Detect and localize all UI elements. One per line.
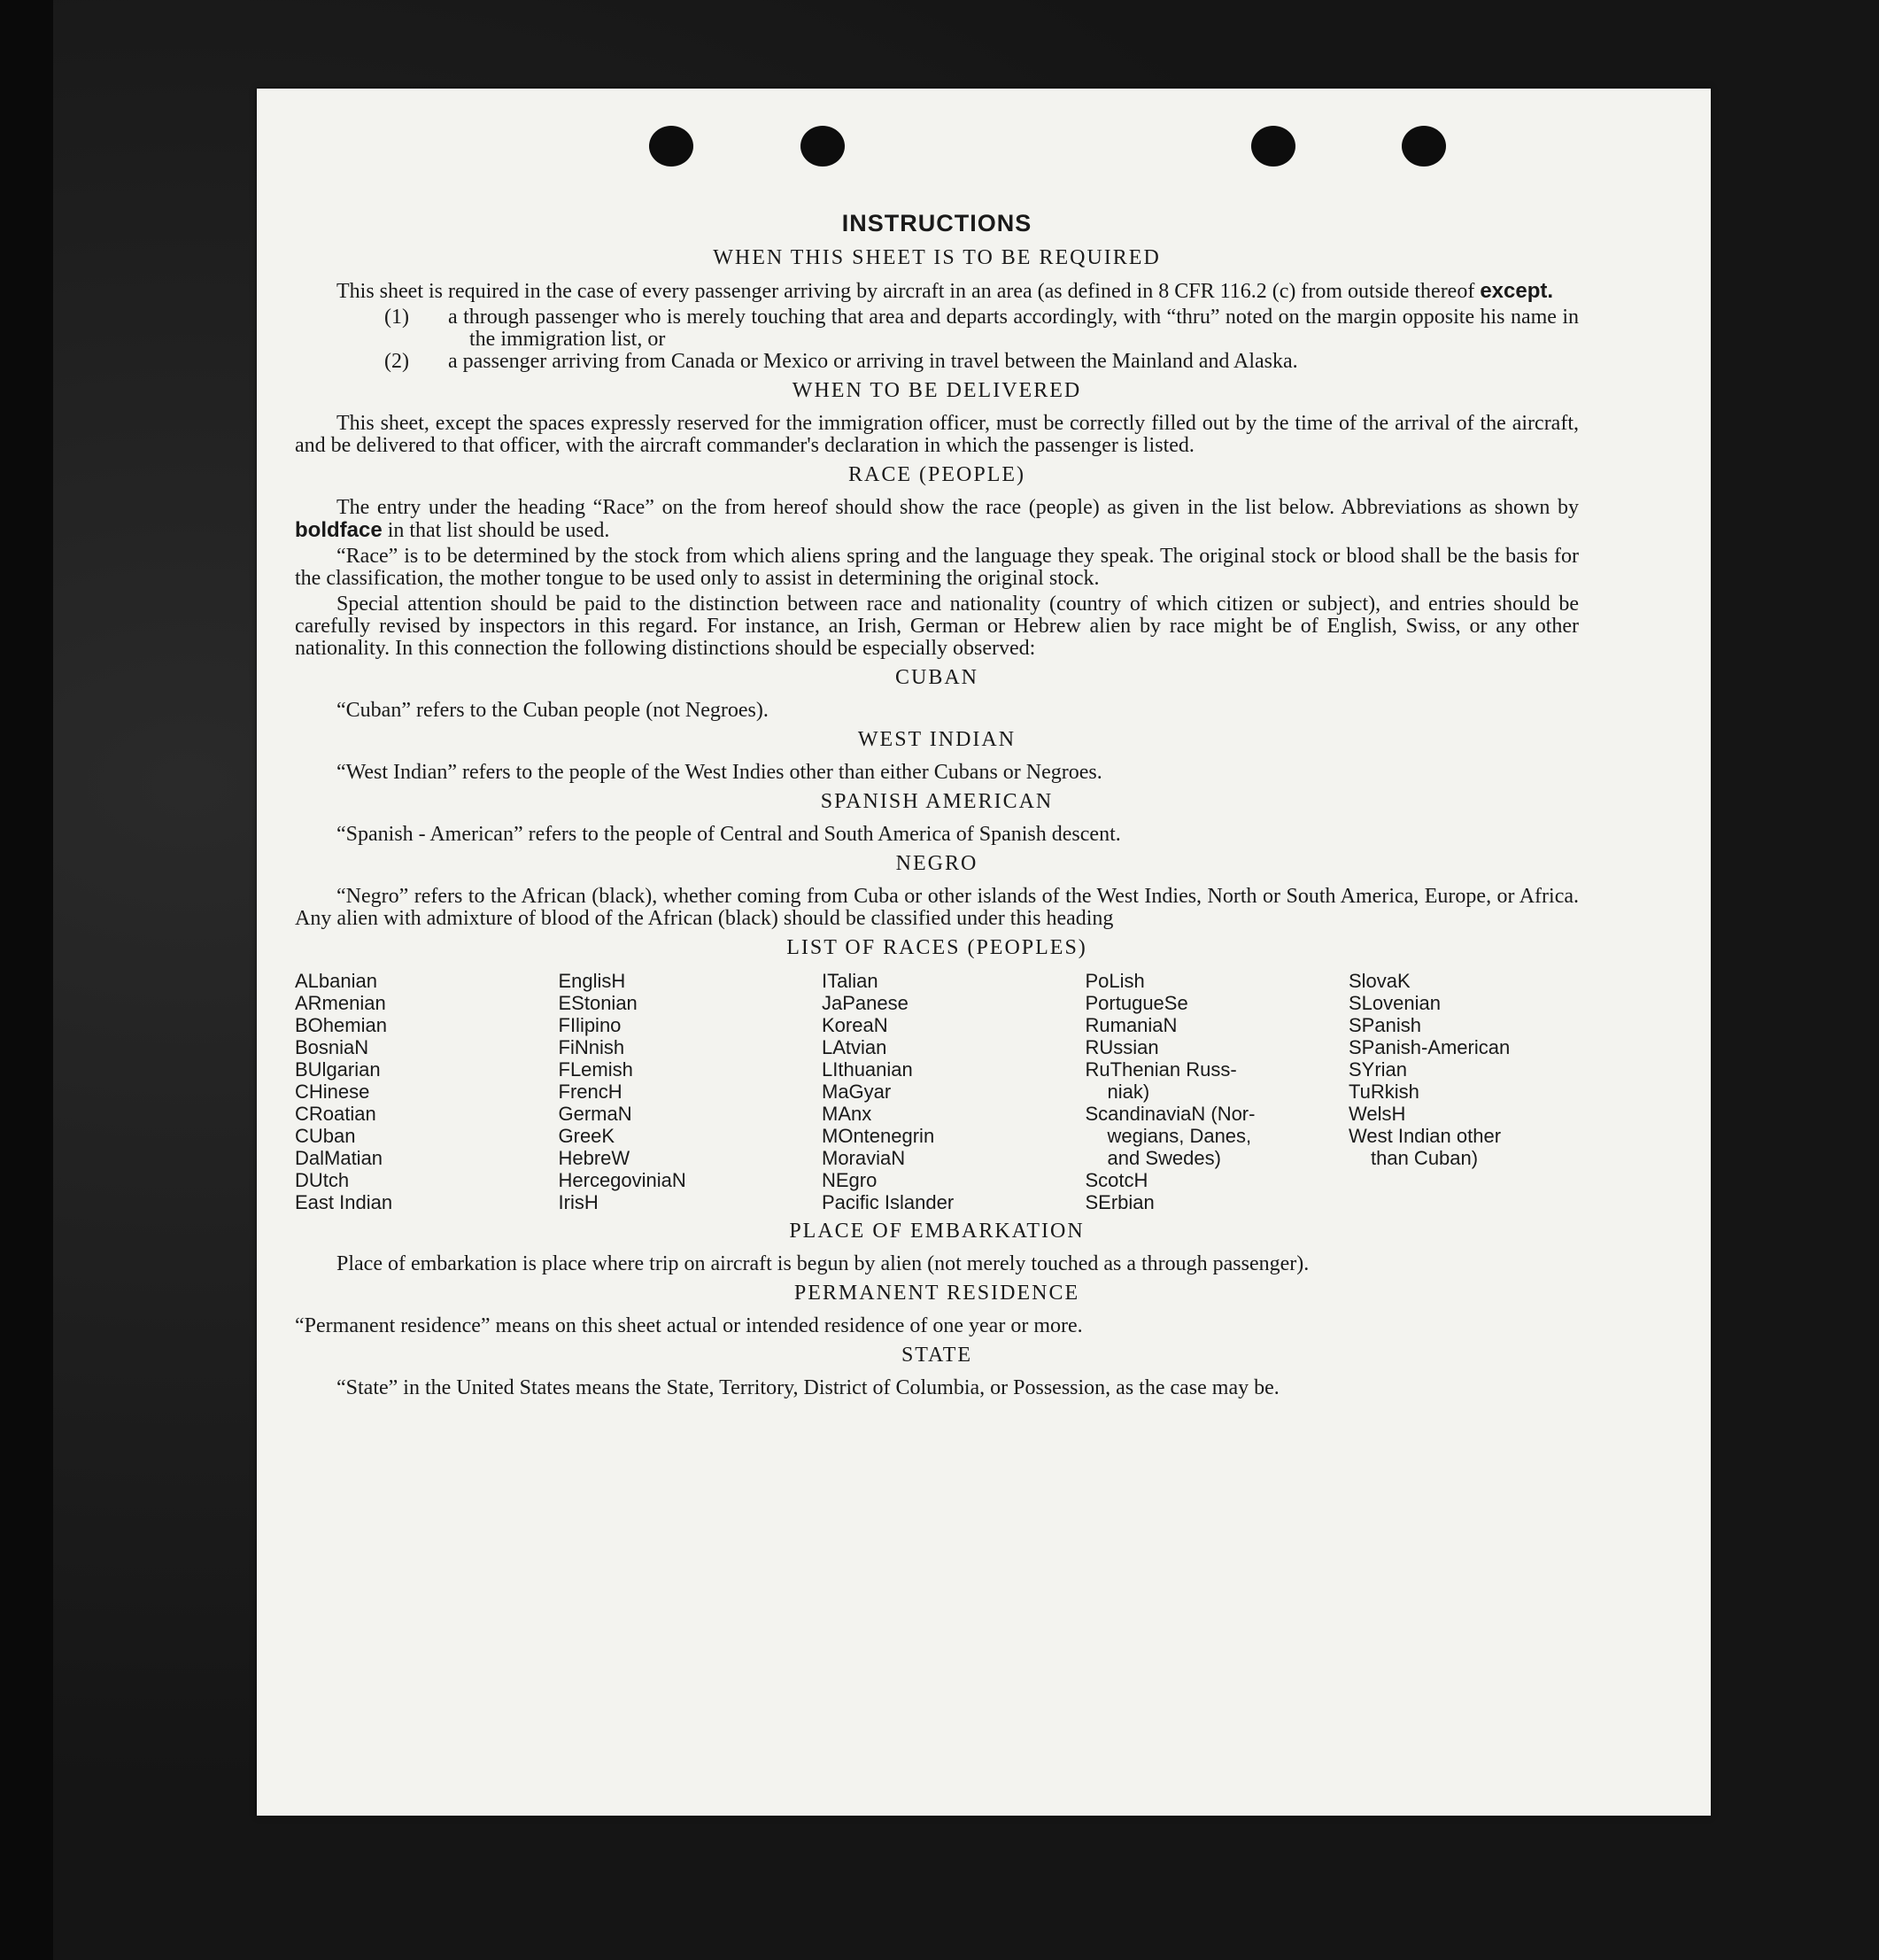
race-p1-a: The entry under the heading “Race” on the from hereof should show the race (people) as given in the list below. Abbreviations as shown by: [336, 496, 1579, 519]
race-paragraph-1: [295, 497, 1579, 542]
race-item: EStonian: [558, 992, 638, 1014]
item-number: (2): [384, 350, 409, 373]
race-item: SYrian: [1349, 1058, 1408, 1081]
race-item: MOntenegrin: [822, 1125, 935, 1147]
heading-cuban: CUBAN: [894, 666, 978, 689]
cuban-text: “Cuban” refers to the Cuban people (not Negroes).: [336, 699, 769, 722]
heading-negro: NEGRO: [895, 852, 978, 875]
race-item: CUban: [295, 1125, 356, 1147]
race-item: LIthuanian: [822, 1058, 913, 1081]
race-item: CRoatian: [295, 1103, 376, 1125]
race-item: SErbian: [1085, 1191, 1155, 1213]
embarkation-text: Place of embarkation is place where trip on aircraft is begun by alien (not merely touched as a through passenger).: [336, 1252, 1310, 1275]
race-paragraph-3: Special attention should be paid to the distinction between race and nationality (country of which citizen or subject), and entries should be carefully revised by inspectors in this regard. For instance, an Irish, German or Hebrew alien by race might be of English, Swiss, or any other nationality. In this connection the following distinctions should be especially observed:: [295, 593, 1579, 660]
heading-west-indian: WEST INDIAN: [857, 728, 1017, 751]
item-text: a passenger arriving from Canada or Mexico or arriving in travel between the Mainland and Alaska.: [448, 350, 1298, 373]
race-item: PoLish: [1085, 970, 1145, 992]
race-item: WelsH: [1349, 1103, 1406, 1125]
west-indian-text: “West Indian” refers to the people of the West Indies other than either Cubans or Negroes.: [336, 761, 1102, 784]
race-item: FrencH: [558, 1081, 622, 1103]
race-item: LAtvian: [822, 1036, 887, 1058]
race-item: HebreW: [558, 1147, 630, 1169]
heading-when-delivered: WHEN TO BE DELIVERED: [792, 379, 1082, 402]
race-item: FiNnish: [558, 1036, 625, 1058]
state-text: “State” in the United States means the State, Territory, District of Columbia, or Possession, as the case may be.: [336, 1376, 1280, 1399]
race-column-3: [822, 970, 1070, 1213]
race-column-1: [295, 970, 543, 1213]
heading-list-of-races: LIST OF RACES (PEOPLES): [786, 936, 1087, 959]
delivered-text: This sheet, except the spaces expressly reserved for the immigration officer, must be correctly filled out by the time of the arrival of the aircraft, and be delivered to that officer, with the aircraft commander's declaration in which the passenger is listed.: [295, 412, 1579, 457]
race-item-continuation: than Cuban): [1371, 1147, 1479, 1169]
race-paragraph-2: “Race” is to be determined by the stock from which aliens spring and the language they speak. The original stock or blood shall be the basis for the classification, the mother tongue to be used only to assist in determining the original stock.: [295, 545, 1579, 590]
race-item: SPanish: [1349, 1014, 1421, 1036]
race-item: RumaniaN: [1085, 1014, 1178, 1036]
race-item: CHinese: [295, 1081, 370, 1103]
race-item: FLemish: [558, 1058, 633, 1081]
heading-permanent-residence: PERMANENT RESIDENCE: [793, 1282, 1080, 1305]
heading-spanish-american: SPANISH AMERICAN: [820, 790, 1054, 813]
required-intro: [295, 280, 1579, 303]
race-item: ARmenian: [295, 992, 386, 1014]
required-item-2: [295, 351, 1579, 373]
instructions-content: [295, 210, 1579, 1403]
race-item: RUssian: [1085, 1036, 1159, 1058]
race-item: SLovenian: [1349, 992, 1441, 1014]
punch-hole: [1251, 126, 1295, 167]
negro-text: “Negro” refers to the African (black), whether coming from Cuba or other islands of the West Indies, North or South America, Europe, or Africa. Any alien with admixture of blood of the African (black) should be classified under this heading: [295, 885, 1579, 930]
race-item: PortugueSe: [1085, 992, 1188, 1014]
race-p1-bold: boldface: [295, 518, 383, 542]
heading-state: STATE: [901, 1344, 973, 1367]
race-item-continuation: and Swedes): [1107, 1147, 1221, 1169]
race-item: FIlipino: [558, 1014, 622, 1036]
race-item: HercegoviniaN: [558, 1169, 686, 1191]
race-item: RuThenian Russ-: [1085, 1058, 1237, 1081]
residence-text: “Permanent residence” means on this sheet actual or intended residence of one year or more.: [295, 1314, 1083, 1337]
item-number: (1): [384, 306, 409, 329]
race-item: West Indian other: [1349, 1125, 1502, 1147]
race-p1-b: in that list should be used.: [382, 519, 610, 542]
race-list: [295, 970, 1579, 1213]
spanish-american-text: “Spanish - American” refers to the people of Central and South America of Spanish descent.: [336, 823, 1121, 846]
race-item: East Indian: [295, 1191, 393, 1213]
race-item: GreeK: [558, 1125, 615, 1147]
race-item: EnglisH: [558, 970, 626, 992]
race-item: BOhemian: [295, 1014, 387, 1036]
heading-embarkation: PLACE OF EMBARKATION: [789, 1220, 1085, 1243]
race-item: DUtch: [295, 1169, 350, 1191]
race-item-continuation: wegians, Danes,: [1107, 1125, 1252, 1147]
race-column-2: [559, 970, 807, 1213]
race-item: JaPanese: [822, 992, 909, 1014]
item-text: a through passenger who is merely touching that area and departs accordingly, with “thru” noted on the margin opposite his name in the immigration list, or: [448, 306, 1579, 351]
race-item: ALbanian: [295, 970, 377, 992]
race-column-4: [1086, 970, 1334, 1213]
race-item: SlovaK: [1349, 970, 1411, 992]
race-item: MaGyar: [822, 1081, 892, 1103]
race-item: KoreaN: [822, 1014, 888, 1036]
heading-when-required: WHEN THIS SHEET IS TO BE REQUIRED: [713, 246, 1161, 269]
required-item-1: [295, 306, 1579, 351]
race-item: NEgro: [822, 1169, 878, 1191]
race-item: BosniaN: [295, 1036, 369, 1058]
race-item: MAnx: [822, 1103, 872, 1125]
race-item: ScandinaviaN (Nor-: [1085, 1103, 1256, 1125]
race-item: DalMatian: [295, 1147, 383, 1169]
punch-hole: [649, 126, 693, 167]
required-intro-bold: except.: [1480, 279, 1554, 303]
document-page: [257, 89, 1711, 1816]
race-item: TuRkish: [1349, 1081, 1419, 1103]
race-item: SPanish-American: [1349, 1036, 1511, 1058]
race-item-continuation: niak): [1107, 1081, 1150, 1103]
race-column-5: [1349, 970, 1579, 1213]
race-item: ITalian: [822, 970, 878, 992]
heading-race: RACE (PEOPLE): [848, 463, 1025, 486]
punch-hole: [800, 126, 845, 167]
race-item: IrisH: [558, 1191, 599, 1213]
punch-hole: [1402, 126, 1446, 167]
race-item: BUlgarian: [295, 1058, 381, 1081]
race-item: ScotcH: [1085, 1169, 1148, 1191]
race-item: GermaN: [558, 1103, 632, 1125]
page-title: INSTRUCTIONS: [841, 210, 1032, 236]
required-intro-text: This sheet is required in the case of every passenger arriving by aircraft in an area (as defined in 8 CFR 116.2 (c) from outside thereof: [336, 280, 1481, 303]
race-item: MoraviaN: [822, 1147, 906, 1169]
race-item: Pacific Islander: [822, 1191, 955, 1213]
scan-left-edge: [0, 0, 53, 1960]
